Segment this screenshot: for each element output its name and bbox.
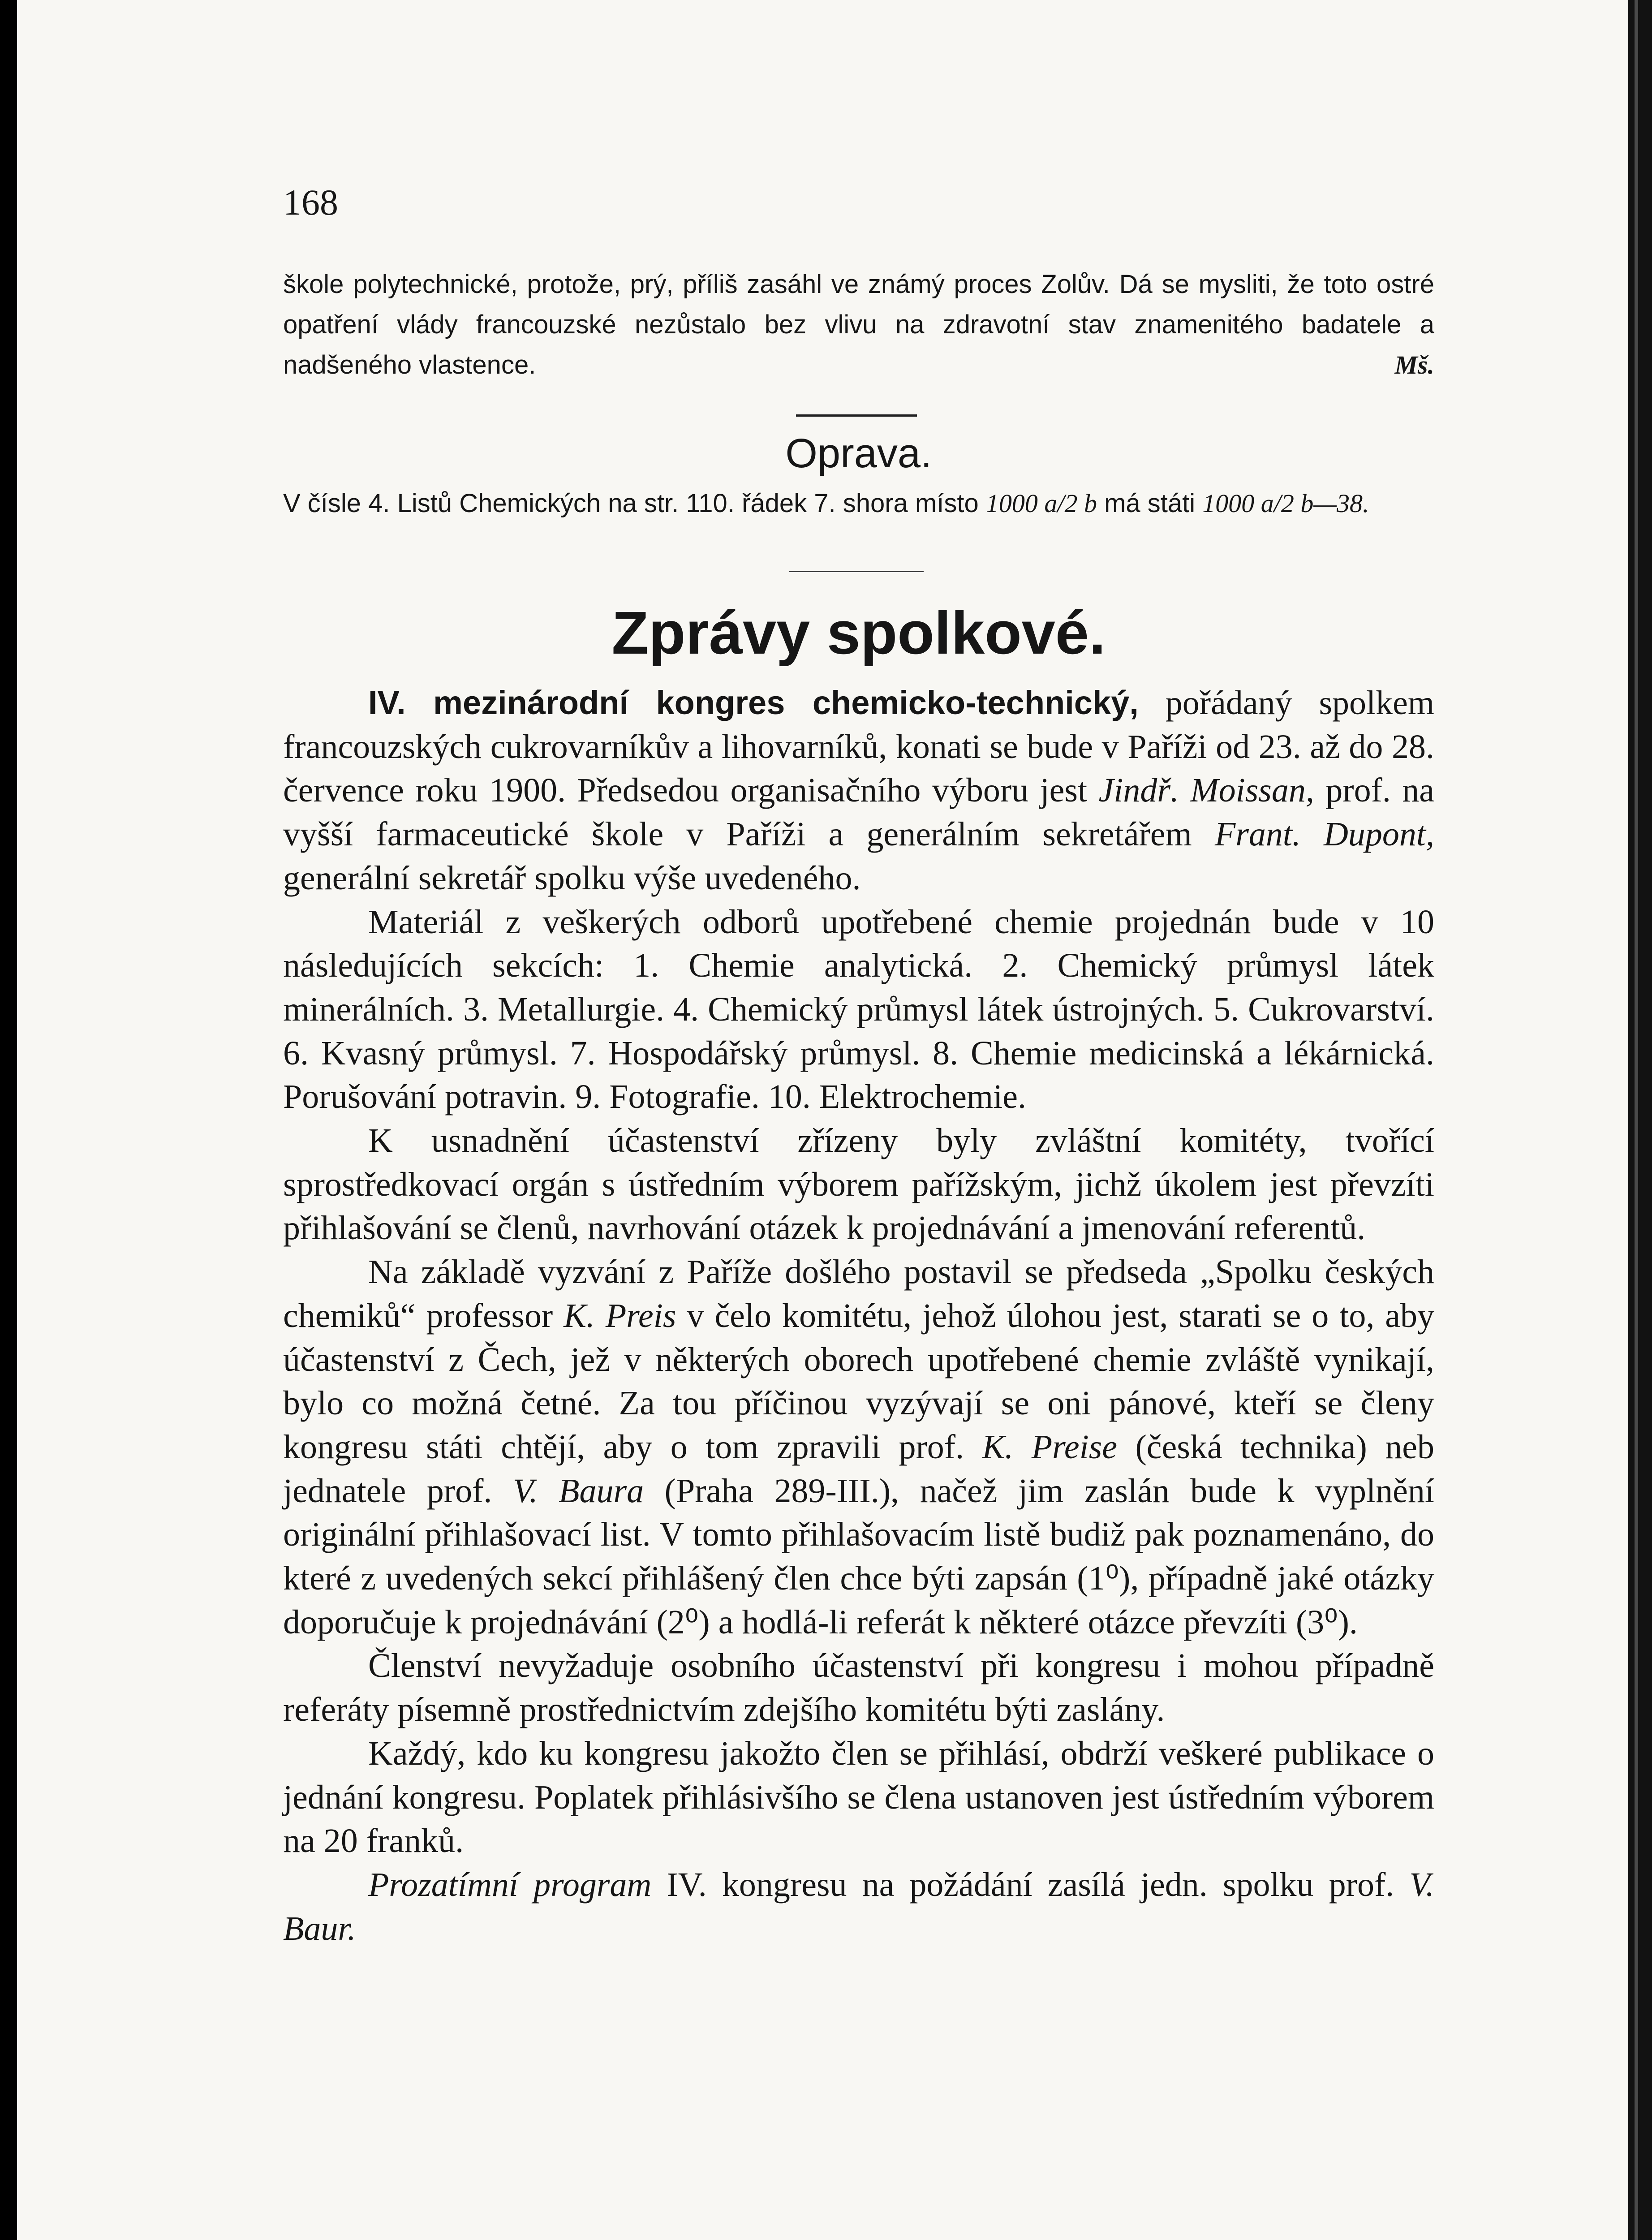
- name-baur: V. Baur.: [283, 1865, 1434, 1947]
- divider-rule-2: [789, 571, 924, 572]
- oprava-text-mid: má státi: [1104, 489, 1196, 518]
- page-number: 168: [283, 182, 338, 223]
- intro-text: škole polytechnické, protože, prý, příliš zasáhl ve známý proces Zolův. Dá se mysliti, že toto ostré opatření vlády francouzské nezůstalo bez vlivu na zdravotní stav znamenitého badatele a nadšeného vlastence.: [283, 270, 1434, 379]
- p1-text-a: pořádaný spolkem francouzských cukrovarníkův a lihovarníků, konati se bude v Paříži od 23. až do 28. července roku 1900. Předsedou organisačního výboru jest: [283, 684, 1435, 810]
- name-preis: K. Preis: [564, 1297, 676, 1335]
- scan-edge: [1628, 0, 1652, 2240]
- paragraph-program: [283, 1863, 1434, 1951]
- p1-text-c: generální sekretář spolku výše uvedeného.: [283, 859, 861, 897]
- name-preise: K. Preise: [982, 1428, 1118, 1466]
- p4-text-b: v čelo komitétu, jehož úlohou jest, starati se o to, aby účastenství z Čech, jež v některých oborech upotřebené chemie zvláště vynikají, bylo co možná četné. Za tou příčinou vyzývají se oni pánové, kteří se členy kongresu státi chtějí, aby o tom zpravili prof.: [283, 1297, 1435, 1466]
- p7-text: IV. kongresu na požádání zasílá jedn. spolku prof.: [667, 1865, 1394, 1904]
- paragraph-sections: Materiál z veškerých odborů upotřebené chemie projednán bude v 10 následujících sekcích: 1. Chemie analytická. 2. Chemický průmysl látek minerálních. 3. Metallurgie. 4. Chemický průmysl látek ústrojných. 5. Cukrovarství. 6. Kvasný průmysl. 7. Hospodářský průmysl. 8. Chemie medicinská a lékárnická. Porušování potravin. 9. Fotografie. 10. Elektrochemie.: [283, 903, 1434, 1116]
- p4-text-a: Na základě vyzvání z Paříže došlého postavil se předseda „Spolku českých chemiků“ professor: [283, 1253, 1434, 1335]
- name-baura: V. Baura: [512, 1472, 644, 1510]
- oprava-text: V čísle 4. Listů Chemických na str. 110. řádek 7. shora místo: [283, 489, 979, 518]
- section-heading: Zprávy spolkové.: [611, 599, 1106, 667]
- article-body: [283, 681, 1434, 1951]
- intro-signature: Mš.: [1394, 350, 1434, 379]
- p4-text-d: (Praha 289-III.), načež jim zaslán bude k vyplnění originální přihlašovací list. V tomto přihlašovacím listě budiž pak poznamenáno, do které z uvedených sekcí přihlášený člen chce býti zapsán (1⁰), případně jaké otázky doporučuje k projednávání (2⁰) a hodlá-li referát k některé otázce převzíti (3⁰).: [283, 1472, 1435, 1641]
- p1-text-b: prof. na vyšší farmaceutické škole v Paříži a generálním sekretářem: [283, 771, 1435, 853]
- paragraph-committees: K usnadnění účastenství zřízeny byly zvláštní komitéty, tvořící sprostředkovací orgán s ústředním výborem pařížským, jichž úkolem jest převzíti přihlašování se členů, navrhování otázek k projednávání a jmenování referentů.: [283, 1122, 1434, 1247]
- scan-edge-line: [1635, 0, 1638, 2240]
- p4-text-c: (česká technika) neb jednatele prof.: [283, 1428, 1434, 1510]
- paragraph-membership: Členství nevyžaduje osobního účastenství při kongresu i mohou případně referáty písemně prostřednictvím zdejšího komitétu býti zaslány.: [283, 1647, 1434, 1729]
- paragraph-publications: Každý, kdo ku kongresu jakožto člen se přihlásí, obdrží veškeré publikace o jednání kongresu. Poplatek přihlásivšího se člena ustanoven jest ústředním výborem na 20 franků.: [283, 1734, 1434, 1860]
- program-title: Prozatímní program: [368, 1865, 652, 1904]
- oprava-wrong-value: 1000 a/2 b: [985, 489, 1097, 518]
- oprava-correct-value: 1000 a/2 b—38.: [1202, 489, 1369, 518]
- paragraph-invitation: [283, 1250, 1434, 1644]
- congress-title: IV. mezinárodní kongres chemicko-technický,: [368, 684, 1139, 721]
- name-dupont: Frant. Dupont,: [1214, 815, 1434, 853]
- oprava-heading: Oprava.: [785, 431, 932, 476]
- divider-rule: [796, 414, 917, 417]
- intro-paragraph: [283, 264, 1434, 385]
- paragraph-congress: [283, 681, 1434, 900]
- name-moissan: Jindř. Moissan,: [1098, 771, 1314, 810]
- oprava-paragraph: [283, 484, 1434, 523]
